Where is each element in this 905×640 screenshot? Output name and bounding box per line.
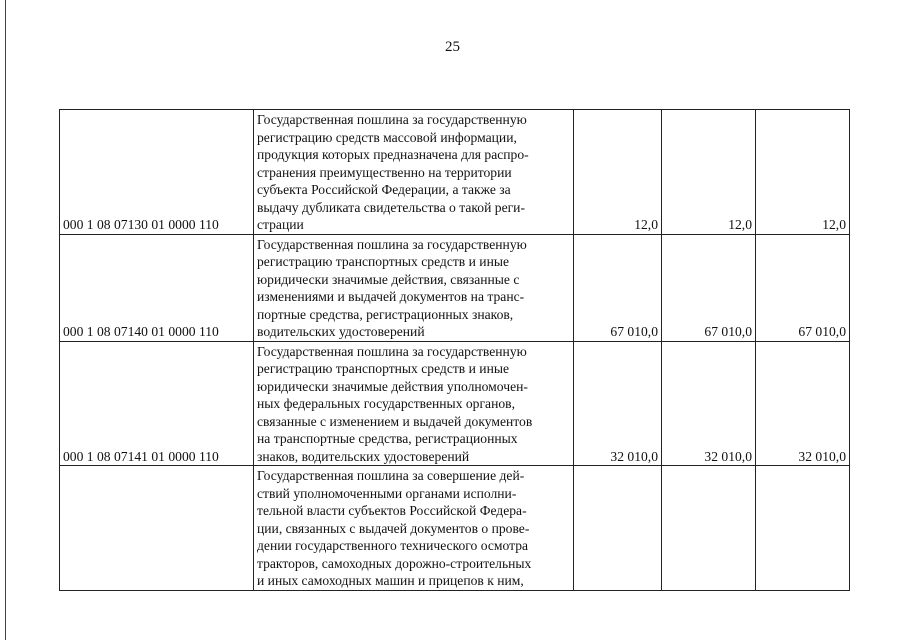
name-line: выдачу дубликата свидетельства о такой реги-	[257, 199, 525, 215]
amount-year-2: 12,0	[662, 110, 756, 235]
amount-year-1: 12,0	[574, 110, 662, 235]
budget-code-cell: 000 1 08 07140 01 0000 110	[60, 234, 254, 341]
name-line: водительских удостоверений	[257, 324, 425, 339]
name-line: регистрацию транспортных средств и иные	[257, 254, 510, 269]
name-line: портные средства, регистрационных знаков,	[257, 306, 514, 322]
name-line: ных федеральных государственных органов,	[257, 396, 515, 411]
table-row	[60, 110, 850, 235]
name-line: субъекта Российской Федерации, а также за	[257, 182, 511, 197]
name-line: страции	[257, 217, 304, 232]
name-line: Государственная пошлина за государственную	[257, 343, 527, 359]
amount-year-2: 32 010,0	[662, 341, 756, 466]
budget-code-cell: 000 1 08 07141 01 0000 110	[60, 341, 254, 466]
name-line: юридически значимые действия уполномочен-	[257, 378, 528, 394]
amount-year-3: 67 010,0	[756, 234, 850, 341]
name-line: ствий уполномоченными органами исполни-	[257, 485, 517, 501]
amount-year-2: 67 010,0	[662, 234, 756, 341]
table-row	[60, 341, 850, 466]
name-line: странения преимущественно на территории	[257, 164, 512, 180]
name-line: Государственная пошлина за государственную	[257, 112, 527, 127]
name-line: юридически значимые действия, связанные с	[257, 271, 520, 287]
budget-code-cell	[60, 466, 254, 591]
name-line: и иных самоходных машин и прицепов к ним,	[257, 573, 524, 588]
revenue-name-cell	[254, 341, 574, 466]
name-line: Государственная пошлина за совершение дей-	[257, 468, 525, 483]
name-line: ции, связанных с выдачей документов о прове-	[257, 520, 530, 536]
name-line: регистрацию транспортных средств и иные	[257, 361, 510, 376]
table-row	[60, 234, 850, 341]
name-line: знаков, водительских удостоверений	[257, 448, 470, 464]
name-line: Государственная пошлина за государственную	[257, 236, 527, 252]
name-line: тракторов, самоходных дорожно-строительных	[257, 555, 532, 571]
name-line: дении государственного технического осмотра	[257, 538, 529, 553]
revenue-table	[59, 109, 850, 591]
revenue-name-cell	[254, 110, 574, 235]
amount-year-3	[756, 466, 850, 591]
name-line: изменениями и выдачей документов на транс-	[257, 289, 525, 304]
amount-year-1: 32 010,0	[574, 341, 662, 466]
amount-year-1: 67 010,0	[574, 234, 662, 341]
name-line: тельной власти субъектов Российской Федера-	[257, 503, 527, 518]
table-row	[60, 466, 850, 591]
page-edge-line	[5, 0, 6, 640]
name-line: продукция которых предназначена для распро-	[257, 147, 529, 162]
amount-year-3: 12,0	[756, 110, 850, 235]
amount-year-1	[574, 466, 662, 591]
name-line: на транспортные средства, регистрационных	[257, 431, 518, 446]
name-line: регистрацию средств массовой информации,	[257, 129, 517, 145]
name-line: связанные с изменением и выдачей документов	[257, 413, 533, 429]
amount-year-3: 32 010,0	[756, 341, 850, 466]
revenue-name-cell	[254, 234, 574, 341]
budget-code-cell: 000 1 08 07130 01 0000 110	[60, 110, 254, 235]
page-number: 25	[445, 39, 460, 55]
amount-year-2	[662, 466, 756, 591]
revenue-name-cell	[254, 466, 574, 591]
